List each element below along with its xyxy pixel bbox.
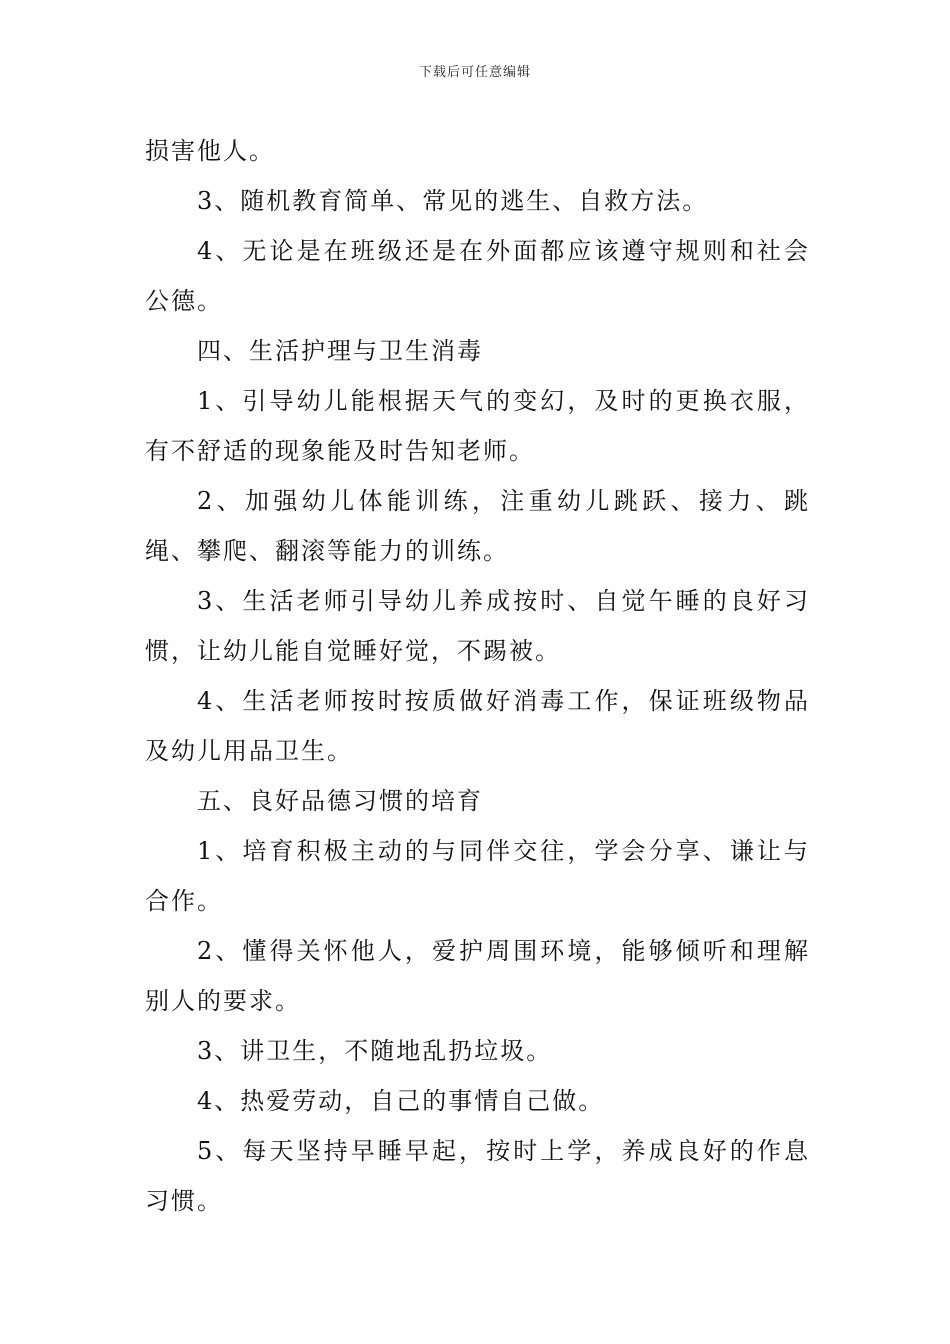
paragraph-item: 3、随机教育简单、常见的逃生、自救方法。: [197, 187, 709, 215]
section-heading: 五、良好品德习惯的培育: [197, 787, 483, 815]
paragraph-item: 3、生活老师引导幼儿养成按时、自觉午睡的良好习惯，让幼儿能自觉睡好觉，不踢被。: [145, 587, 810, 665]
paragraph-item: 3、讲卫生，不随地乱扔垃圾。: [197, 1037, 553, 1065]
paragraph-item: 5、每天坚持早睡早起，按时上学，养成良好的作息习惯。: [145, 1137, 810, 1215]
page-header-note: 下载后可任意编辑: [418, 65, 531, 80]
paragraph-item: 1、培育积极主动的与同伴交往，学会分享、谦让与合作。: [145, 837, 810, 915]
paragraph-item: 4、生活老师按时按质做好消毒工作，保证班级物品及幼儿用品卫生。: [145, 687, 810, 765]
paragraph-item: 4、热爱劳动，自己的事情自己做。: [197, 1087, 605, 1115]
paragraph-item: 4、无论是在班级还是在外面都应该遵守规则和社会公德。: [145, 237, 810, 315]
paragraph-item: 2、加强幼儿体能训练，注重幼儿跳跃、接力、跳绳、攀爬、翻滚等能力的训练。: [145, 487, 810, 565]
paragraph-continuation: 损害他人。: [145, 137, 275, 165]
document-body: [145, 126, 810, 1226]
section-heading: 四、生活护理与卫生消毒: [197, 337, 483, 365]
paragraph-item: 1、引导幼儿能根据天气的变幻，及时的更换衣服，有不舒适的现象能及时告知老师。: [145, 387, 810, 465]
paragraph-item: 2、懂得关怀他人，爱护周围环境，能够倾听和理解别人的要求。: [145, 937, 810, 1015]
